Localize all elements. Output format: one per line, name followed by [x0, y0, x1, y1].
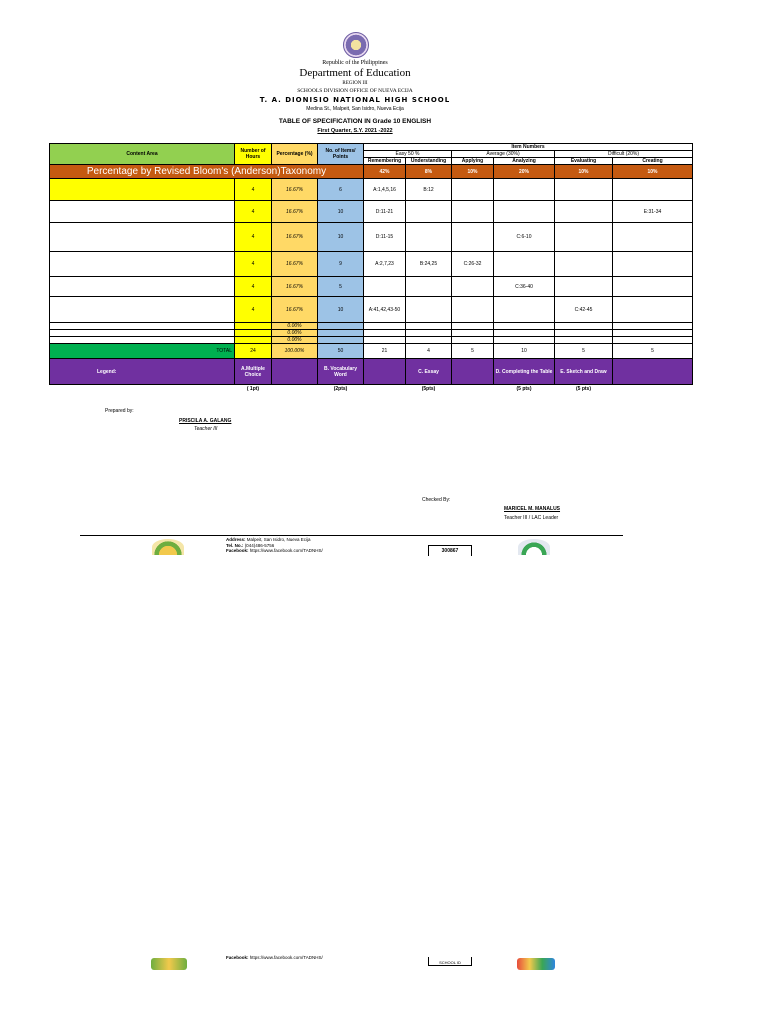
bloom-applying: 10%	[452, 165, 494, 179]
checked-by-name: MARICEL M. MANALUS	[504, 506, 561, 512]
applying-cell	[452, 297, 494, 323]
header-creating: Creating	[613, 158, 693, 165]
total-hours: 24	[235, 344, 272, 359]
tos-table	[49, 143, 693, 394]
division-text: SCHOOLS DIVISION OFFICE OF NUEVA ECIJA	[297, 88, 413, 94]
region-text: REGION III	[342, 81, 368, 86]
hours-cell: 4	[235, 252, 272, 277]
analyzing-cell	[494, 297, 555, 323]
creating-cell	[613, 297, 693, 323]
items-cell: 6	[318, 179, 364, 201]
bloom-remembering: 42%	[364, 165, 406, 179]
table-row	[50, 223, 693, 252]
deped-matatag-logo-icon	[518, 539, 550, 555]
hours-cell: 4	[235, 201, 272, 223]
content-cell	[50, 297, 235, 323]
legend-row	[50, 359, 693, 385]
checked-by-position: Teacher III / LAC Leader	[504, 515, 559, 521]
percentage-cell: 16.67%	[272, 252, 318, 277]
header-item-numbers: Item Numbers	[364, 144, 693, 151]
header-understanding: Understanding	[406, 158, 452, 165]
remembering-cell: A:1,4,5,16	[364, 179, 406, 201]
analyzing-cell	[494, 179, 555, 201]
tel-label: Tel. No.:	[226, 542, 244, 548]
items-cell: 10	[318, 201, 364, 223]
percentage-cell: 0.00%	[272, 330, 318, 337]
table-row	[50, 201, 693, 223]
department-text: Department of Education	[299, 67, 411, 79]
creating-cell: E:31-34	[613, 201, 693, 223]
table-row	[50, 323, 693, 330]
deped-seal-logo	[343, 32, 369, 58]
evaluating-cell	[555, 179, 613, 201]
footer-address: Malpeit, San Isidro, Nueva Ecija	[246, 537, 311, 542]
creating-cell	[613, 252, 693, 277]
deped-logo-bottom-icon	[517, 958, 555, 970]
creating-cell	[613, 277, 693, 297]
facebook-label: Facebook:	[226, 548, 249, 553]
header-content-area: Content Area	[50, 144, 235, 165]
applying-cell	[452, 201, 494, 223]
header-hours: Number of Hours	[235, 144, 272, 165]
address-label: Address:	[226, 537, 246, 542]
table-row	[50, 337, 693, 344]
school-logo-icon	[152, 539, 184, 555]
hours-cell: 4	[235, 297, 272, 323]
header-applying: Applying	[452, 158, 494, 165]
total-items: 50	[318, 344, 364, 359]
remembering-cell: D:11-21	[364, 201, 406, 223]
school-id-label-box: SCHOOL ID	[428, 957, 472, 966]
percentage-cell: 16.67%	[272, 277, 318, 297]
quarter-text: First Quarter, S.Y. 2021 -2022	[317, 128, 393, 134]
total-analyzing: 10	[494, 344, 555, 359]
school-logo-bottom-icon	[151, 958, 187, 970]
points-label: ( 1pt)	[246, 386, 260, 393]
content-cell	[50, 201, 235, 223]
items-cell: 10	[318, 223, 364, 252]
understanding-cell	[406, 277, 452, 297]
creating-cell	[613, 179, 693, 201]
percentage-cell: 16.67%	[272, 179, 318, 201]
percentage-cell: 16.67%	[272, 297, 318, 323]
header-evaluating: Evaluating	[555, 158, 613, 165]
evaluating-cell	[555, 252, 613, 277]
legend-item: A.Multiple Choice	[235, 359, 272, 385]
analyzing-cell: C:6-10	[494, 223, 555, 252]
points-label: (5 pts)	[576, 386, 591, 393]
table-row	[50, 179, 693, 201]
header-percentage: Percentage (%)	[272, 144, 318, 165]
items-cell: 5	[318, 277, 364, 297]
header-difficult: Difficult (20%)	[555, 151, 693, 158]
points-label: (2pts)	[333, 386, 348, 393]
analyzing-cell	[494, 252, 555, 277]
legend-item: C. Essay	[406, 359, 452, 385]
school-address: Medina St., Malpeit, San Isidro, Nueva Ecija	[306, 106, 404, 112]
document-title: TABLE OF SPECIFICATION IN Grade 10 ENGLISH	[278, 118, 432, 125]
percentage-cell: 0.00%	[272, 337, 318, 344]
legend-label: Legend:	[50, 359, 235, 385]
total-evaluating: 5	[555, 344, 613, 359]
footer-facebook-bottom	[226, 955, 396, 961]
hours-cell: 4	[235, 277, 272, 297]
items-cell: 10	[318, 297, 364, 323]
header-items: No. of Items/ Points	[318, 144, 364, 165]
total-applying: 5	[452, 344, 494, 359]
points-label: (5pts)	[421, 386, 436, 393]
table-row	[50, 277, 693, 297]
understanding-cell: B:12	[406, 179, 452, 201]
total-creating: 5	[613, 344, 693, 359]
header-remembering: Remembering	[364, 158, 406, 165]
prepared-by-position: Teacher III	[194, 426, 218, 432]
content-cell	[50, 252, 235, 277]
applying-cell	[452, 179, 494, 201]
remembering-cell: A:2,7,23	[364, 252, 406, 277]
total-understanding: 4	[406, 344, 452, 359]
header-analyzing: Analyzing	[494, 158, 555, 165]
legend-item: B. Vocabulary Word	[318, 359, 364, 385]
legend-item: D. Completing the Table	[494, 359, 555, 385]
republic-text: Republic of the Philippines	[322, 60, 388, 66]
applying-cell: C:26-32	[452, 252, 494, 277]
hours-cell: 4	[235, 223, 272, 252]
footer-divider	[80, 535, 623, 536]
hours-cell: 4	[235, 179, 272, 201]
bloom-creating: 10%	[613, 165, 693, 179]
facebook-label-bottom: Facebook:	[226, 955, 249, 960]
understanding-cell	[406, 223, 452, 252]
table-row	[50, 330, 693, 337]
prepared-by-name: PRISCILA A. GALANG	[179, 418, 232, 424]
total-row	[50, 344, 693, 359]
bloom-evaluating: 10%	[555, 165, 613, 179]
bloom-understanding: 8%	[406, 165, 452, 179]
applying-cell	[452, 223, 494, 252]
evaluating-cell: C:42-45	[555, 297, 613, 323]
legend-item: E. Sketch and Draw	[555, 359, 613, 385]
understanding-cell	[406, 201, 452, 223]
total-percentage: 100.00%	[272, 344, 318, 359]
content-cell	[50, 277, 235, 297]
creating-cell	[613, 223, 693, 252]
analyzing-cell	[494, 201, 555, 223]
remembering-cell	[364, 277, 406, 297]
footer-facebook-bottom-link: https://www.facebook.com/TADNHS/	[249, 955, 323, 960]
school-name: T. A. DIONISIO NATIONAL HIGH SCHOOL	[259, 96, 451, 104]
footer-contact	[226, 537, 396, 553]
evaluating-cell	[555, 277, 613, 297]
header-average: Average (30%)	[452, 151, 555, 158]
applying-cell	[452, 277, 494, 297]
footer-facebook: https://www.facebook.com/TADNHS/	[249, 548, 323, 553]
analyzing-cell: C:36-40	[494, 277, 555, 297]
table-row	[50, 297, 693, 323]
points-row	[50, 385, 693, 394]
evaluating-cell	[555, 223, 613, 252]
content-cell	[50, 223, 235, 252]
bloom-label: Percentage by Revised Bloom's (Anderson)Taxonomy	[50, 165, 364, 179]
school-id-box: 300867	[428, 545, 472, 556]
total-remembering: 21	[364, 344, 406, 359]
evaluating-cell	[555, 201, 613, 223]
header-easy: Easy 50 %	[364, 151, 452, 158]
remembering-cell: D:11-15	[364, 223, 406, 252]
points-label: (5 pts)	[516, 386, 532, 393]
table-row	[50, 252, 693, 277]
content-cell	[50, 179, 235, 201]
understanding-cell: B:24,25	[406, 252, 452, 277]
percentage-cell: 16.67%	[272, 201, 318, 223]
footer-tel: (044)486-5756	[244, 542, 275, 548]
bloom-analyzing: 20%	[494, 165, 555, 179]
percentage-cell: 16.67%	[272, 223, 318, 252]
items-cell: 9	[318, 252, 364, 277]
prepared-by-label: Prepared by:	[105, 408, 134, 414]
percentage-cell: 0.00%	[272, 323, 318, 330]
total-label: TOTAL	[50, 344, 235, 359]
remembering-cell: A:41,42,43-50	[364, 297, 406, 323]
understanding-cell	[406, 297, 452, 323]
checked-by-label: Checked By:	[422, 497, 451, 503]
